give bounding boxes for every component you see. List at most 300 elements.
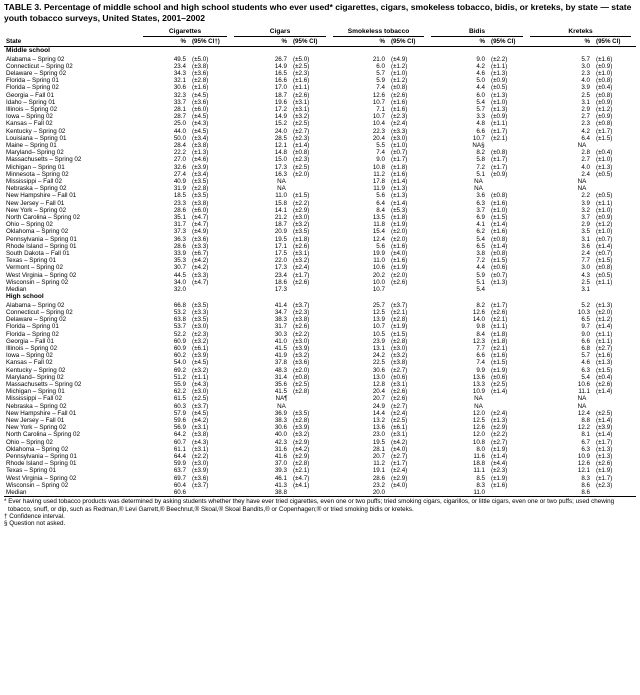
ci-cell: (±1.7): [596, 474, 613, 482]
ci-cell: (±4.5): [192, 359, 209, 367]
percent-cell: 6.0: [376, 62, 385, 70]
ci-cell: (±4.3): [192, 380, 209, 388]
ci-cell: (±2.1): [491, 344, 508, 352]
footnote: † Confidence interval.: [4, 513, 65, 520]
percent-cell: 3.0: [581, 264, 591, 272]
percent-cell: 12.5: [472, 416, 486, 424]
percent-cell: 53.2: [173, 308, 186, 316]
percent-cell: 37.8: [274, 359, 287, 367]
percent-cell: 32.6: [173, 163, 186, 171]
percent-cell: 15.8: [274, 199, 287, 207]
ci-header: (95% CI): [485, 37, 528, 47]
table-row: [4, 200, 636, 207]
pct-header: %: [528, 37, 590, 47]
percent-cell: 10.7: [372, 113, 385, 121]
ci-cell: (±3.1): [192, 424, 209, 432]
percent-cell: 8.1: [581, 431, 591, 439]
ci-cell: (±1.6): [491, 228, 508, 236]
percent-cell: 12.2: [577, 424, 591, 432]
percent-cell: 13.0: [372, 373, 385, 381]
percent-cell: 37.3: [173, 228, 186, 236]
ci-cell: (±2.1): [391, 308, 408, 316]
data-table: [4, 27, 636, 497]
percent-cell: 22.0: [274, 257, 287, 265]
state-cell: Georgia – Fall 01: [6, 337, 54, 345]
percent-cell: 62.2: [173, 388, 186, 396]
percent-cell: 23.3: [173, 199, 186, 207]
percent-cell: 52.2: [173, 330, 186, 338]
section-label: High school: [6, 293, 44, 301]
state-cell: New Hampshire – Fall 01: [6, 409, 77, 417]
ci-cell: (±1.6): [491, 481, 508, 489]
percent-cell: 28.1: [173, 105, 186, 113]
percent-cell: 41.5: [274, 388, 287, 396]
percent-cell: 27.0: [173, 156, 186, 164]
state-cell: Massachusetts – Spring 02: [6, 380, 82, 388]
percent-cell: 20.7: [372, 452, 385, 460]
percent-cell: 2.7: [581, 156, 591, 164]
ci-cell: (±1.4): [596, 242, 613, 250]
ci-cell: [385, 489, 429, 497]
percent-cell: 63.7: [173, 467, 186, 475]
ci-cell: (±0.4): [596, 149, 613, 157]
percent-cell: 17.3: [274, 286, 287, 293]
percent-cell: 30.3: [274, 330, 287, 338]
state-cell: Oklahoma – Spring 02: [6, 445, 69, 453]
percent-cell: 13.5: [372, 213, 385, 221]
percent-cell: 5.7: [376, 69, 385, 77]
percent-cell: 28.6: [372, 474, 385, 482]
ci-cell: (±1.9): [391, 323, 408, 331]
ci-cell: (±2.0): [391, 235, 408, 243]
ci-cell: (±3.2): [192, 337, 209, 345]
state-cell: Florida – Spring 02: [6, 84, 59, 92]
ci-cell: (±3.1): [192, 445, 209, 453]
percent-cell: 46.1: [274, 474, 287, 482]
percent-cell: 8.0: [476, 445, 486, 453]
percent-cell: 3.3: [476, 113, 486, 121]
ci-cell: (±3.2): [293, 352, 310, 360]
state-cell: Oklahoma – Spring 02: [6, 228, 69, 236]
ci-cell: (±0.8): [391, 84, 408, 92]
percent-cell: 22.3: [372, 127, 385, 135]
ci-cell: (±1.0): [596, 228, 613, 236]
ci-cell: (±0.9): [491, 170, 508, 178]
percent-cell: 10.7: [372, 323, 385, 331]
table-row: [4, 272, 636, 279]
ci-cell: [485, 489, 528, 497]
percent-cell: 3.1: [581, 286, 591, 293]
table-row: [4, 250, 636, 257]
ci-cell: (±3.1): [293, 98, 310, 106]
percent-cell: 38.3: [274, 416, 287, 424]
ci-cell: (±2.0): [293, 170, 310, 178]
percent-cell: 8.3: [581, 474, 591, 482]
percent-cell: 12.6: [472, 308, 486, 316]
percent-cell: 11.0: [275, 192, 287, 200]
ci-cell: (±1.6): [391, 257, 408, 265]
ci-cell: (±3.5): [192, 192, 209, 200]
ci-cell: (±3.5): [192, 177, 209, 185]
ci-cell: (±2.6): [596, 460, 613, 468]
percent-cell: 60.6: [141, 489, 186, 497]
percent-cell: 17.3: [274, 264, 287, 272]
percent-cell: 10.3: [577, 308, 591, 316]
percent-cell: 34.0: [173, 278, 186, 286]
percent-cell: 19.9: [372, 249, 385, 257]
ci-cell: (±3.0): [293, 337, 310, 345]
ci-cell: (±2.5): [596, 409, 613, 417]
ci-cell: (±4.0): [391, 481, 408, 489]
state-cell: Illinois – Spring 02: [6, 344, 58, 352]
ci-cell: (±4.9): [192, 228, 209, 236]
ci-cell: (±2.0): [293, 366, 310, 374]
percent-cell: 5.4: [476, 286, 486, 293]
percent-cell: 14.9: [274, 113, 287, 121]
state-cell: New Jersey – Fall 01: [6, 199, 65, 207]
ci-cell: (±2.8): [391, 337, 408, 345]
ci-cell: (±3.1): [391, 380, 408, 388]
ci-cell: (±3.1): [293, 249, 310, 257]
ci-cell: (±1.4): [491, 452, 508, 460]
ci-cell: (±2.8): [293, 388, 310, 396]
percent-cell: 11.6: [473, 452, 486, 460]
percent-cell: 28.6: [173, 242, 186, 250]
ci-cell: (±2.8): [293, 416, 310, 424]
percent-cell: NA¶: [275, 395, 288, 403]
percent-cell: 60.3: [173, 402, 186, 410]
percent-cell: NA§: [472, 141, 485, 149]
percent-cell: 8.5: [476, 474, 486, 482]
percent-cell: 69.2: [173, 366, 186, 374]
percent-cell: 12.6: [372, 91, 385, 99]
ci-cell: (±4.2): [293, 445, 310, 453]
ci-cell: (±1.7): [293, 271, 310, 279]
percent-cell: 18.7: [274, 91, 287, 99]
ci-cell: (±2.9): [293, 452, 310, 460]
ci-cell: (±4.4): [491, 460, 508, 468]
percent-cell: 8.8: [581, 416, 591, 424]
percent-cell: 11.2: [373, 460, 385, 468]
percent-cell: 12.1: [274, 141, 287, 149]
ci-cell: (±3.0): [192, 460, 209, 468]
percent-cell: 12.4: [372, 235, 385, 243]
ci-cell: (±3.0): [192, 323, 209, 331]
median-row: [4, 489, 636, 497]
ci-cell: (±2.5): [293, 120, 310, 128]
group-header: Kreteks: [530, 27, 631, 37]
ci-cell: (±1.5): [596, 257, 613, 265]
state-cell: Illinois – Spring 02: [6, 105, 58, 113]
percent-cell: 10.7: [372, 286, 385, 293]
ci-cell: (±1.9): [391, 221, 408, 229]
ci-cell: (±6.7): [192, 249, 209, 257]
ci-cell: (±3.1): [391, 431, 408, 439]
percent-cell: 5.9: [376, 77, 385, 85]
percent-cell: 60.2: [173, 352, 186, 360]
percent-cell: 18.7: [274, 221, 287, 229]
percent-cell: 24.0: [274, 127, 287, 135]
ci-cell: (±2.2): [293, 199, 310, 207]
percent-cell: 19.5: [274, 235, 287, 243]
percent-cell: 49.5: [173, 55, 186, 63]
percent-cell: 5.0: [476, 77, 486, 85]
state-cell: Alabama – Spring 02: [6, 301, 65, 309]
percent-cell: 13.3: [472, 380, 486, 388]
ci-header: (95% CI†): [186, 37, 232, 47]
ci-cell: (±1.1): [596, 330, 613, 338]
table-row: [4, 192, 636, 199]
ci-cell: (±2.3): [293, 156, 310, 164]
ci-cell: (±1.0): [596, 156, 613, 164]
ci-cell: (±2.9): [293, 206, 310, 214]
percent-cell: 7.7: [581, 257, 591, 265]
ci-cell: (±1.5): [391, 330, 408, 338]
ci-cell: (±2.6): [293, 242, 310, 250]
ci-cell: (±1.4): [596, 388, 613, 396]
ci-cell: (±1.3): [596, 452, 613, 460]
percent-cell: 28.4: [173, 141, 186, 149]
ci-cell: (±2.8): [391, 316, 408, 324]
percent-cell: 22.5: [372, 359, 385, 367]
table-row: [4, 309, 636, 316]
ci-cell: (±1.0): [596, 206, 613, 214]
percent-cell: 4.1: [476, 221, 486, 229]
percent-cell: 26.7: [274, 55, 287, 63]
percent-cell: 38.3: [274, 316, 287, 324]
ci-cell: (±0.4): [596, 373, 613, 381]
ci-cell: (±0.8): [293, 149, 310, 157]
ci-cell: (±3.0): [391, 134, 408, 142]
table-row: [4, 214, 636, 221]
table-row: [4, 99, 636, 106]
ci-cell: (±3.2): [192, 366, 209, 374]
percent-cell: 44.5: [173, 271, 186, 279]
table-row: [4, 439, 636, 446]
table-title: TABLE 3. Percentage of middle school and high school students who ever used* cigarettes, cigars, smokeless tobacco, bidis, or kreteks, by state — state youth tobacco surveys, United States, 2001–2002: [4, 2, 632, 23]
ci-cell: (±1.3): [596, 301, 613, 309]
percent-cell: 41.6: [274, 452, 287, 460]
percent-cell: 21.0: [372, 55, 385, 63]
ci-cell: (±0.9): [596, 113, 613, 121]
percent-cell: 59.9: [173, 460, 186, 468]
percent-cell: 30.6: [274, 424, 287, 432]
ci-cell: (±6.1): [391, 424, 408, 432]
ci-cell: (±2.5): [293, 163, 310, 171]
percent-cell: 60.9: [173, 337, 186, 345]
percent-cell: 56.9: [173, 424, 186, 432]
percent-cell: 33.9: [173, 249, 186, 257]
ci-cell: (±1.7): [491, 156, 508, 164]
table-row: [4, 113, 636, 120]
percent-cell: 50.0: [173, 134, 186, 142]
percent-cell: 5.1: [476, 278, 486, 286]
ci-cell: (±1.7): [391, 156, 408, 164]
table-row: [4, 279, 636, 286]
ci-cell: (±1.3): [491, 91, 508, 99]
percent-cell: 17.1: [274, 242, 287, 250]
state-cell: Iowa – Spring 02: [6, 352, 53, 360]
ci-cell: (±1.0): [391, 141, 408, 149]
percent-cell: 5.1: [476, 170, 486, 178]
ci-cell: (±3.9): [293, 424, 310, 432]
ci-cell: (±1.6): [596, 55, 613, 63]
table-row: [4, 120, 636, 127]
ci-cell: (±2.6): [293, 91, 310, 99]
percent-cell: 11.8: [373, 221, 385, 229]
percent-cell: 5.6: [376, 242, 385, 250]
table-body: [4, 47, 636, 497]
state-cell: Rhode Island – Spring 01: [6, 460, 77, 468]
percent-cell: 6.4: [376, 199, 385, 207]
percent-cell: 3.7: [581, 213, 591, 221]
ci-cell: (±2.1): [491, 316, 508, 324]
ci-cell: (±1.1): [596, 278, 613, 286]
state-cell: Rhode Island – Spring 01: [6, 242, 77, 250]
ci-cell: (±1.2): [391, 62, 408, 70]
percent-cell: 36.9: [274, 409, 287, 417]
ci-cell: (±2.3): [293, 69, 310, 77]
column-header-row: [4, 37, 636, 47]
section-row: [4, 293, 636, 302]
percent-cell: 6.5: [476, 242, 486, 250]
table-row: [4, 345, 636, 352]
ci-cell: (±2.2): [192, 452, 209, 460]
ci-cell: (±1.1): [491, 323, 508, 331]
ci-cell: (±1.5): [491, 257, 508, 265]
ci-cell: (±4.1): [293, 481, 310, 489]
state-cell: Maine – Spring 01: [6, 141, 57, 149]
percent-cell: 60.9: [173, 344, 186, 352]
table-row: [4, 257, 636, 264]
percent-cell: 9.7: [581, 323, 591, 331]
ci-cell: (±0.8): [596, 77, 613, 85]
percent-cell: 21.2: [274, 213, 287, 221]
percent-cell: NA: [577, 141, 587, 149]
ci-cell: (±3.9): [192, 163, 209, 171]
ci-cell: (±1.0): [391, 69, 408, 77]
ci-cell: (±0.7): [596, 249, 613, 257]
table-row: [4, 142, 636, 149]
percent-cell: 30.6: [173, 84, 186, 92]
ci-cell: (±3.5): [293, 228, 310, 236]
ci-cell: (±3.7): [192, 402, 209, 410]
state-cell: Florida – Spring 01: [6, 323, 59, 331]
percent-cell: 4.2: [476, 62, 486, 70]
ci-cell: (±3.2): [293, 257, 310, 265]
percent-cell: 28.5: [274, 134, 287, 142]
table-row: [4, 243, 636, 250]
percent-cell: 10.7: [372, 98, 385, 106]
footnote: * Ever having used tobacco products was determined by asking students whether they have ever tried cigarettes, even one or two puffs; tried smoking cigars, cigarillos, or little cigars, even one or two puffs; used chewing tobacco, snuff, or dip, such as Redman,® Levi Garrett,® Beechnut,® Skoal,® Skoal Bandits,® or Copenhagen;® or tried smoking bidis or kreteks.: [4, 498, 615, 513]
percent-cell: 8.3: [476, 481, 486, 489]
percent-cell: 2.5: [581, 91, 591, 99]
percent-cell: 14.9: [274, 62, 287, 70]
percent-cell: 23.4: [274, 271, 287, 279]
ci-header: (95% CI): [590, 37, 636, 47]
percent-cell: 4.6: [581, 359, 591, 367]
state-cell: Delaware – Spring 02: [6, 69, 67, 77]
ci-cell: (±6.0): [192, 105, 209, 113]
ci-cell: (±1.2): [391, 77, 408, 85]
ci-cell: (±3.5): [293, 409, 310, 417]
percent-cell: 11.0: [429, 489, 485, 497]
ci-cell: (±1.3): [391, 185, 408, 193]
percent-cell: 6.6: [581, 337, 591, 345]
state-cell: Ohio – Spring 02: [6, 438, 53, 446]
table-row: [4, 156, 636, 163]
ci-cell: (±1.8): [391, 213, 408, 221]
percent-cell: 11.2: [373, 170, 385, 178]
ci-cell: (±1.4): [491, 221, 508, 229]
percent-cell: 2.4: [581, 170, 591, 178]
ci-cell: (±1.4): [596, 323, 613, 331]
ci-cell: (±2.5): [491, 380, 508, 388]
ci-cell: (±0.5): [596, 271, 613, 279]
percent-cell: 9.0: [376, 156, 385, 164]
table-row: [4, 84, 636, 91]
ci-cell: (±3.8): [293, 316, 310, 324]
ci-cell: (±1.4): [391, 199, 408, 207]
table-row: [4, 236, 636, 243]
ci-cell: [287, 489, 331, 497]
percent-cell: 55.9: [173, 380, 186, 388]
ci-cell: (±4.7): [192, 278, 209, 286]
ci-cell: (±2.3): [293, 308, 310, 316]
ci-cell: (±0.6): [491, 264, 508, 272]
ci-cell: (±1.2): [596, 316, 613, 324]
percent-cell: 20.4: [372, 134, 385, 142]
ci-cell: (±3.0): [391, 344, 408, 352]
table-row: [4, 323, 636, 330]
percent-cell: 16.5: [274, 69, 287, 77]
ci-cell: (±1.0): [491, 206, 508, 214]
ci-cell: (±2.5): [293, 380, 310, 388]
percent-cell: 6.0: [476, 91, 486, 99]
ci-cell: (±2.2): [293, 330, 310, 338]
percent-cell: 6.6: [476, 127, 486, 135]
state-cell: Vermont – Spring 02: [6, 264, 63, 272]
ci-cell: (±2.6): [491, 308, 508, 316]
pct-header: %: [232, 37, 287, 47]
percent-cell: 23.0: [372, 431, 385, 439]
ci-cell: (±3.9): [293, 344, 310, 352]
state-cell: Kentucky – Spring 02: [6, 127, 66, 135]
percent-cell: 13.6: [372, 424, 385, 432]
state-cell: Iowa – Spring 02: [6, 113, 53, 121]
state-cell: Connecticut – Spring 02: [6, 62, 73, 70]
ci-cell: (±5.3): [391, 206, 408, 214]
percent-cell: 9.0: [581, 330, 591, 338]
table-row: [4, 338, 636, 345]
percent-cell: 23.9: [372, 337, 385, 345]
ci-cell: (±2.2): [491, 431, 508, 439]
ci-cell: (±1.6): [293, 77, 310, 85]
ci-cell: [590, 286, 636, 293]
ci-cell: (±2.7): [491, 438, 508, 446]
table-row: [4, 77, 636, 84]
percent-cell: 12.1: [577, 467, 591, 475]
table-row: [4, 388, 636, 395]
state-cell: Wisconsin – Spring 02: [6, 278, 69, 286]
ci-cell: (±0.5): [491, 84, 508, 92]
percent-cell: 6.3: [581, 445, 591, 453]
ci-cell: (±2.6): [391, 91, 408, 99]
ci-cell: (±0.8): [596, 264, 613, 272]
ci-cell: (±4.2): [391, 438, 408, 446]
percent-cell: 10.6: [577, 380, 591, 388]
percent-cell: 12.5: [372, 308, 385, 316]
